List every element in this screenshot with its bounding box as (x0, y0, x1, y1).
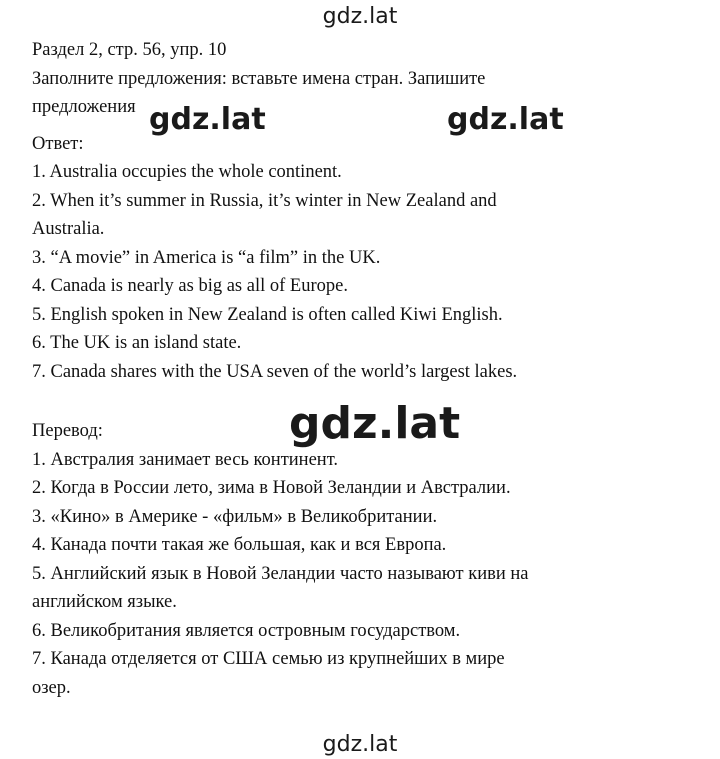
translation-line: 5. Английский язык в Новой Зеландии часто называют киви на (32, 563, 529, 584)
answer-line: 2. When it’s summer in Russia, it’s winter in New Zealand and (32, 190, 497, 211)
translation-line: 4. Канада почти такая же большая, как и вся Европа. (32, 535, 447, 555)
translation-line: 3. «Кино» в Америке - «фильм» в Великобритании. (32, 506, 438, 527)
answer-heading: Ответ: (32, 133, 84, 154)
task-instruction-line-2: предложения (32, 97, 136, 117)
answer-line: 4. Canada is nearly as big as all of Europe. (32, 276, 348, 296)
translation-line: 1. Австралия занимает весь континент. (32, 449, 339, 470)
translation-heading: Перевод: (32, 421, 103, 441)
translation-line: английском языке. (32, 592, 177, 612)
watermark-mid-left: gdz.lat (149, 102, 266, 137)
translation-line: 7. Канада отделяется от США семью из крупнейших в мире (32, 649, 505, 669)
watermark-bottom: gdz.lat (322, 732, 398, 757)
answer-line: 6. The UK is an island state. (32, 333, 242, 353)
watermark-mid-right: gdz.lat (447, 102, 564, 137)
answer-line: 3. “A movie” in America is “a film” in the UK. (32, 247, 381, 268)
answer-line: 1. Australia occupies the whole continent. (32, 162, 342, 182)
task-instruction-line-1: Заполните предложения: вставьте имена стран. Запишите (32, 68, 486, 89)
watermark-top: gdz.lat (322, 4, 398, 29)
answer-line: Australia. (32, 219, 105, 239)
document-body (32, 36, 692, 702)
translation-line: озер. (32, 677, 71, 698)
translation-line: 6. Великобритания является островным государством. (32, 620, 461, 641)
answer-line: 5. English spoken in New Zealand is often called Kiwi English. (32, 304, 503, 325)
translation-line: 2. Когда в России лето, зима в Новой Зеландии и Австралии. (32, 478, 511, 498)
watermark-center: gdz.lat (289, 398, 461, 449)
exercise-reference: Раздел 2, стр. 56, упр. 10 (32, 40, 227, 60)
answer-line: 7. Canada shares with the USA seven of the world’s largest lakes. (32, 361, 518, 382)
